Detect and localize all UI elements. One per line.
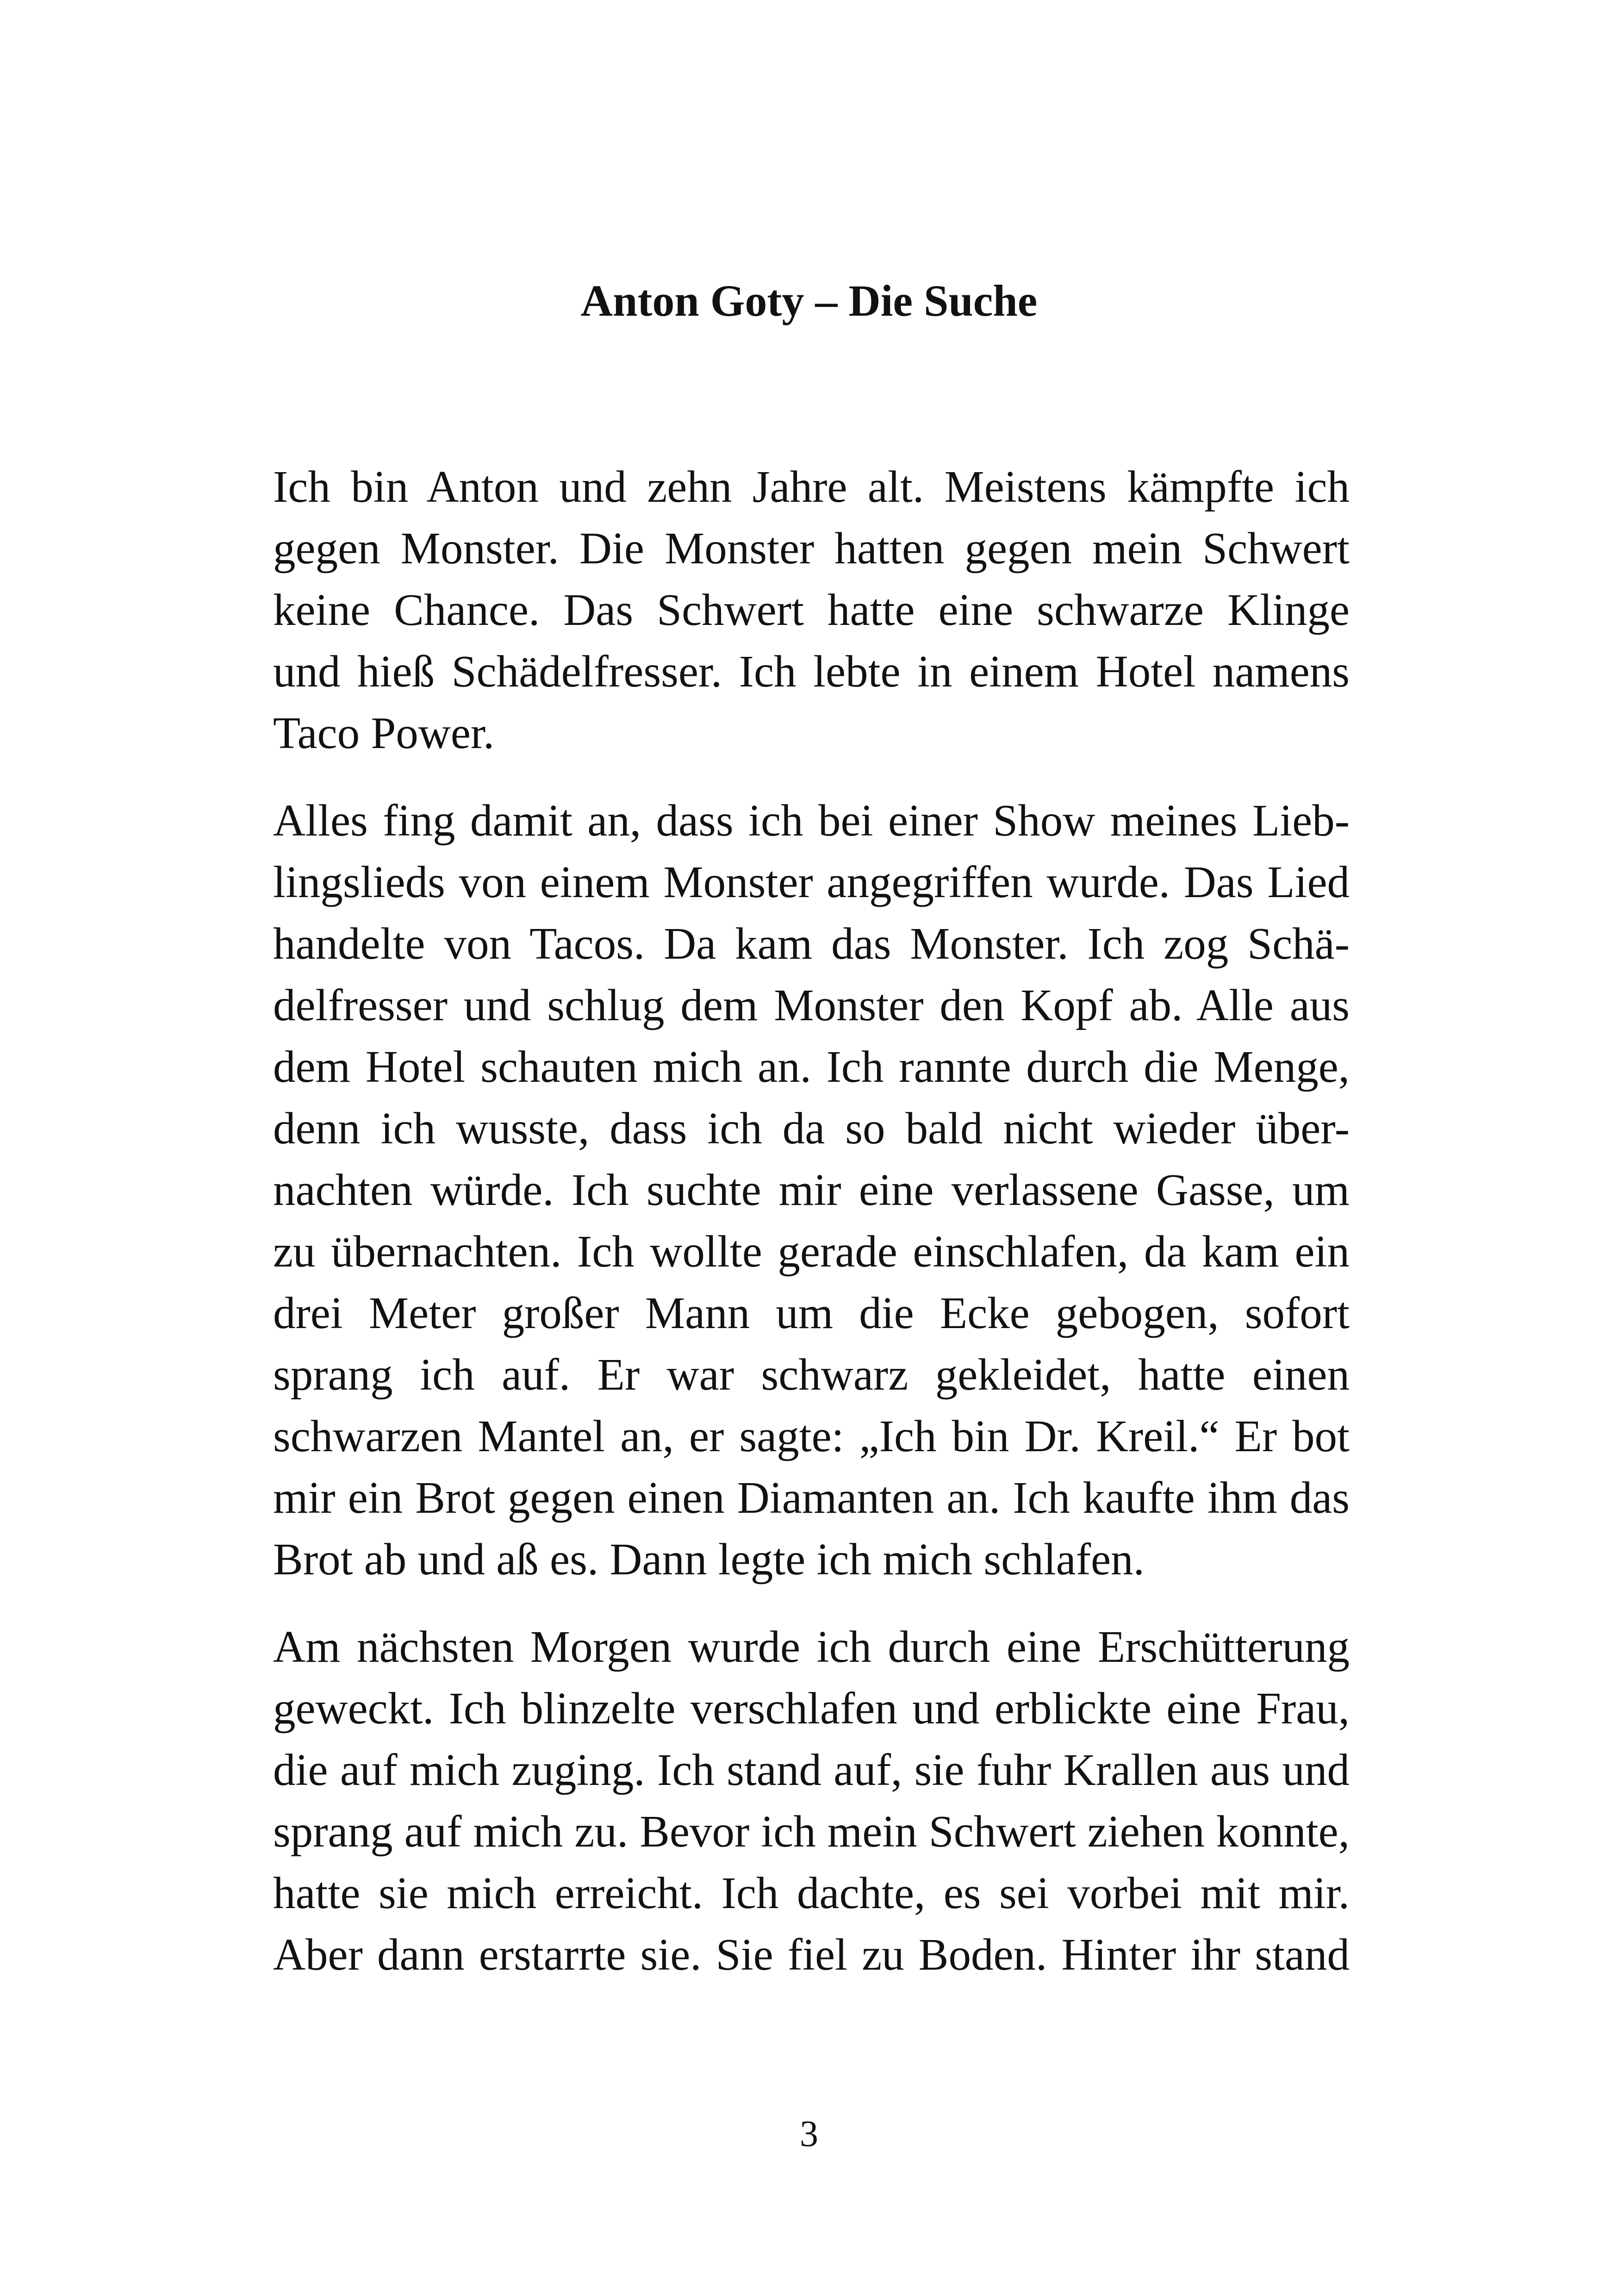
- text-line: sprang auf mich zu. Bevor ich mein Schwert ziehen konnte,: [273, 1807, 1350, 1856]
- text-line: Aber dann erstarrte sie. Sie fiel zu Boden. Hinter ihr stand: [273, 1930, 1350, 1979]
- text-line: geweckt. Ich blinzelte verschlafen und erblickte eine Frau,: [273, 1684, 1350, 1733]
- text-line: Brot ab und aß es. Dann legte ich mich schlafen.: [273, 1535, 1145, 1584]
- text-line: lingslieds von einem Monster angegriffen wurde. Das Lied: [273, 857, 1350, 907]
- text-line: Ich bin Anton und zehn Jahre alt. Meistens kämpfte ich: [273, 462, 1350, 512]
- text-line: hatte sie mich erreicht. Ich dachte, es sei vorbei mit mir.: [273, 1868, 1350, 1918]
- page-number: 3: [800, 2114, 818, 2154]
- text-line: gegen Monster. Die Monster hatten gegen mein Schwert: [273, 524, 1350, 573]
- text-line: denn ich wusste, dass ich da so bald nicht wieder über-: [273, 1104, 1350, 1153]
- text-line: keine Chance. Das Schwert hatte eine schwarze Klinge: [273, 585, 1350, 635]
- text-line: dem Hotel schauten mich an. Ich rannte durch die Menge,: [273, 1042, 1350, 1092]
- body-text: [273, 456, 1350, 2011]
- text-line: zu übernachten. Ich wollte gerade einschlafen, da kam ein: [273, 1227, 1350, 1276]
- text-line: nachten würde. Ich suchte mir eine verlassene Gasse, um: [273, 1165, 1350, 1215]
- chapter-title: Anton Goty – Die Suche: [580, 276, 1038, 325]
- text-line: die auf mich zuging. Ich stand auf, sie fuhr Krallen aus und: [273, 1745, 1350, 1795]
- text-line: Alles fing damit an, dass ich bei einer Show meines Lieb-: [273, 796, 1350, 845]
- paragraph-1: [273, 456, 1350, 764]
- text-line: schwarzen Mantel an, er sagte: „Ich bin Dr. Kreil.“ Er bot: [273, 1411, 1350, 1461]
- paragraph-2: [273, 790, 1350, 1590]
- text-line: sprang ich auf. Er war schwarz gekleidet, hatte einen: [273, 1350, 1350, 1399]
- paragraph-3: [273, 1616, 1350, 1985]
- text-line: mir ein Brot gegen einen Diamanten an. Ich kaufte ihm das: [273, 1473, 1350, 1522]
- text-line: Am nächsten Morgen wurde ich durch eine Erschütterung: [273, 1622, 1350, 1672]
- text-line: drei Meter großer Mann um die Ecke gebogen, sofort: [273, 1288, 1350, 1338]
- text-line: Taco Power.: [273, 708, 495, 758]
- text-line: handelte von Tacos. Da kam das Monster. Ich zog Schä-: [273, 919, 1350, 968]
- text-line: delfresser und schlug dem Monster den Kopf ab. Alle aus: [273, 980, 1350, 1030]
- text-line: und hieß Schädelfresser. Ich lebte in einem Hotel namens: [273, 647, 1350, 696]
